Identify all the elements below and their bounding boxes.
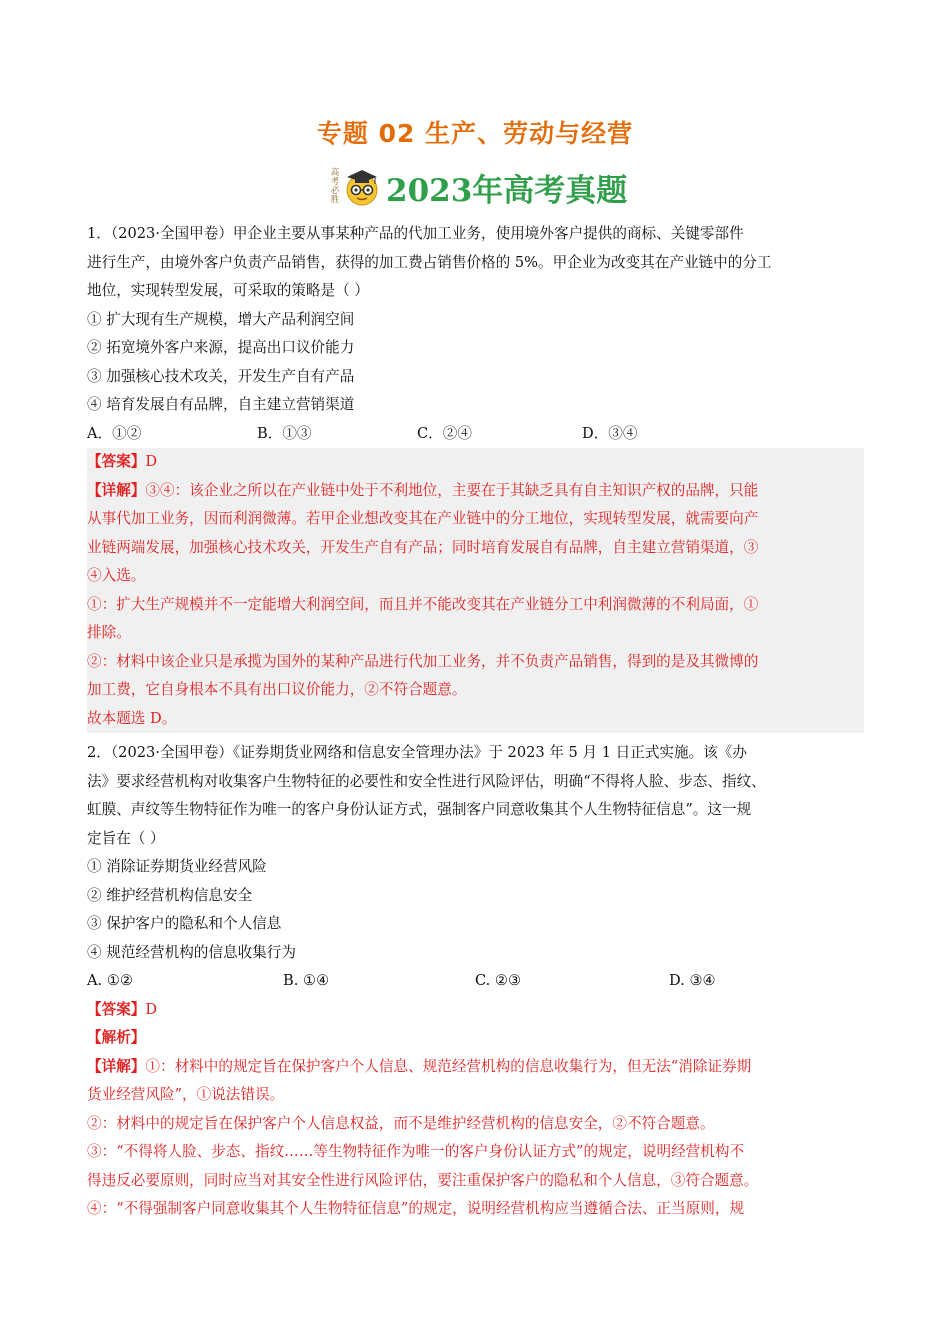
explanation-line: ④：“不得强制客户同意收集其个人生物特征信息”的规定，说明经营机构应当遵循合法、正当原则，规	[87, 1200, 745, 1217]
question-stem-line: 地位，实现转型发展，可采取的策略是（ ）	[87, 282, 369, 299]
question-stem-line: 进行生产，由境外客户负责产品销售，获得的加工费占销售价格的 5%。甲企业为改变其在产业链中的分工	[87, 253, 772, 271]
question-2	[87, 739, 864, 1224]
statement-item: ② 拓宽境外客户来源，提高出口议价能力	[87, 339, 355, 356]
banner-vertical-text	[330, 169, 340, 205]
banner-vertical-char: 高	[330, 168, 340, 178]
banner-vertical-char: 考	[330, 177, 340, 187]
option-b: B．①③	[257, 424, 312, 442]
answer-tag: 【答案】	[87, 1000, 146, 1018]
exam-banner	[330, 164, 627, 210]
question-stem-line: 法》要求经营机构对收集客户生物特征的必要性和安全性进行风险评估，明确“不得将人脸、步态、指纹、	[87, 772, 766, 790]
explanation-line: 得违反必要原则，同时应当对其安全性进行风险评估，要注重保护客户的隐私和个人信息，③符合题意。	[87, 1171, 759, 1189]
explanation-line: 加工费，它自身根本不具有出口议价能力，②不符合题意。	[87, 681, 467, 698]
explanation-line: ④入选。	[87, 567, 146, 584]
question-stem-line: 1．（2023·全国甲卷）甲企业主要从事某种产品的代加工业务，使用境外客户提供的商标、关键零部件	[87, 225, 744, 242]
explanation-line: 故本题选 D。	[87, 709, 177, 727]
explanation-line: 货业经营风险”，①说法错误。	[87, 1086, 285, 1103]
explanation-line: ③：“不得将人脸、步态、指纹……等生物特征作为唯一的客户身份认证方式”的规定，说明经营机构不	[87, 1143, 745, 1160]
explain-tag: 【详解】	[87, 481, 146, 499]
explanation-line: ②：材料中的规定旨在保护客户个人信息权益，而不是维护经营机构的信息安全，②不符合题意。	[87, 1114, 715, 1132]
explanation-line: 业链两端发展，加强核心技术攻关，开发生产自有产品；同时培育发展自有品牌，自主建立营销渠道，③	[87, 538, 759, 556]
answer-options	[87, 420, 864, 449]
option-a: A．①②	[87, 424, 142, 442]
option-a: A. ①②	[87, 972, 133, 989]
explanation-line: ①：扩大生产规模并不一定能增大利润空间，而且并不能改变其在产业链分工中利润微薄的不利局面，①	[87, 595, 759, 613]
explanation-line: 排除。	[87, 624, 131, 641]
banner-vertical-char: 必	[330, 186, 340, 196]
answer-line	[87, 448, 864, 477]
explanation-text: ③④：该企业之所以在产业链中处于不利地位，主要在于其缺乏具有自主知识产权的品牌，只能	[145, 481, 759, 499]
explanation-line: 从事代加工业务，因而利润微薄。若甲企业想改变其在产业链中的分工地位，实现转型发展，就需要向产	[87, 510, 759, 527]
question-stem-line: 2．（2023·全国甲卷）《证券期货业网络和信息安全管理办法》于 2023 年 5 月 1 日正式实施。该《办	[87, 744, 747, 761]
question-stem-line: 虹膜、声纹等生物特征作为唯一的客户身份认证方式，强制客户同意收集其个人生物特征信息”。这一规	[87, 801, 752, 818]
option-d: D．③④	[582, 424, 638, 442]
statement-item: ④ 规范经营机构的信息收集行为	[87, 943, 296, 961]
statement-item: ① 扩大现有生产规模，增大产品利润空间	[87, 310, 355, 328]
answer-value: D	[145, 1000, 158, 1018]
answer-value: D	[145, 453, 158, 470]
explanation-line	[87, 1053, 864, 1082]
banner-vertical-char: 胜	[330, 195, 340, 205]
explain-tag: 【详解】	[87, 1057, 146, 1075]
analysis-tag: 【解析】	[87, 1029, 146, 1046]
option-b: B. ①④	[283, 972, 330, 989]
answer-options	[87, 967, 864, 996]
statement-item: ④ 培育发展自有品牌，自主建立营销渠道	[87, 396, 355, 413]
statement-item: ① 消除证券期货业经营风险	[87, 858, 267, 875]
statement-item: ② 维护经营机构信息安全	[87, 886, 253, 904]
explanation-line	[87, 477, 864, 506]
banner-title: 2023年高考真题	[386, 172, 628, 209]
statement-item: ③ 加强核心技术攻关，开发生产自有产品	[87, 367, 355, 385]
option-c: C. ②③	[475, 972, 522, 989]
explanation-line: ②：材料中该企业只是承揽为国外的某种产品进行代加工业务，并不负责产品销售，得到的是及其微博的	[87, 652, 759, 670]
mascot-icon	[342, 167, 382, 207]
statement-item: ③ 保护客户的隐私和个人信息	[87, 915, 282, 932]
option-d: D. ③④	[669, 972, 716, 989]
question-stem-line: 定旨在（ ）	[87, 829, 165, 847]
question-1	[87, 220, 864, 733]
page-title: 专题 02 生产、劳动与经营	[316, 119, 634, 148]
explanation-text: ①：材料中的规定旨在保护客户个人信息、规范经营机构的信息收集行为，但无法“消除证券期	[145, 1057, 752, 1075]
answer-line	[87, 996, 864, 1025]
answer-tag: 【答案】	[87, 453, 146, 470]
solution-box	[87, 448, 864, 733]
option-c: C．②④	[417, 424, 472, 442]
